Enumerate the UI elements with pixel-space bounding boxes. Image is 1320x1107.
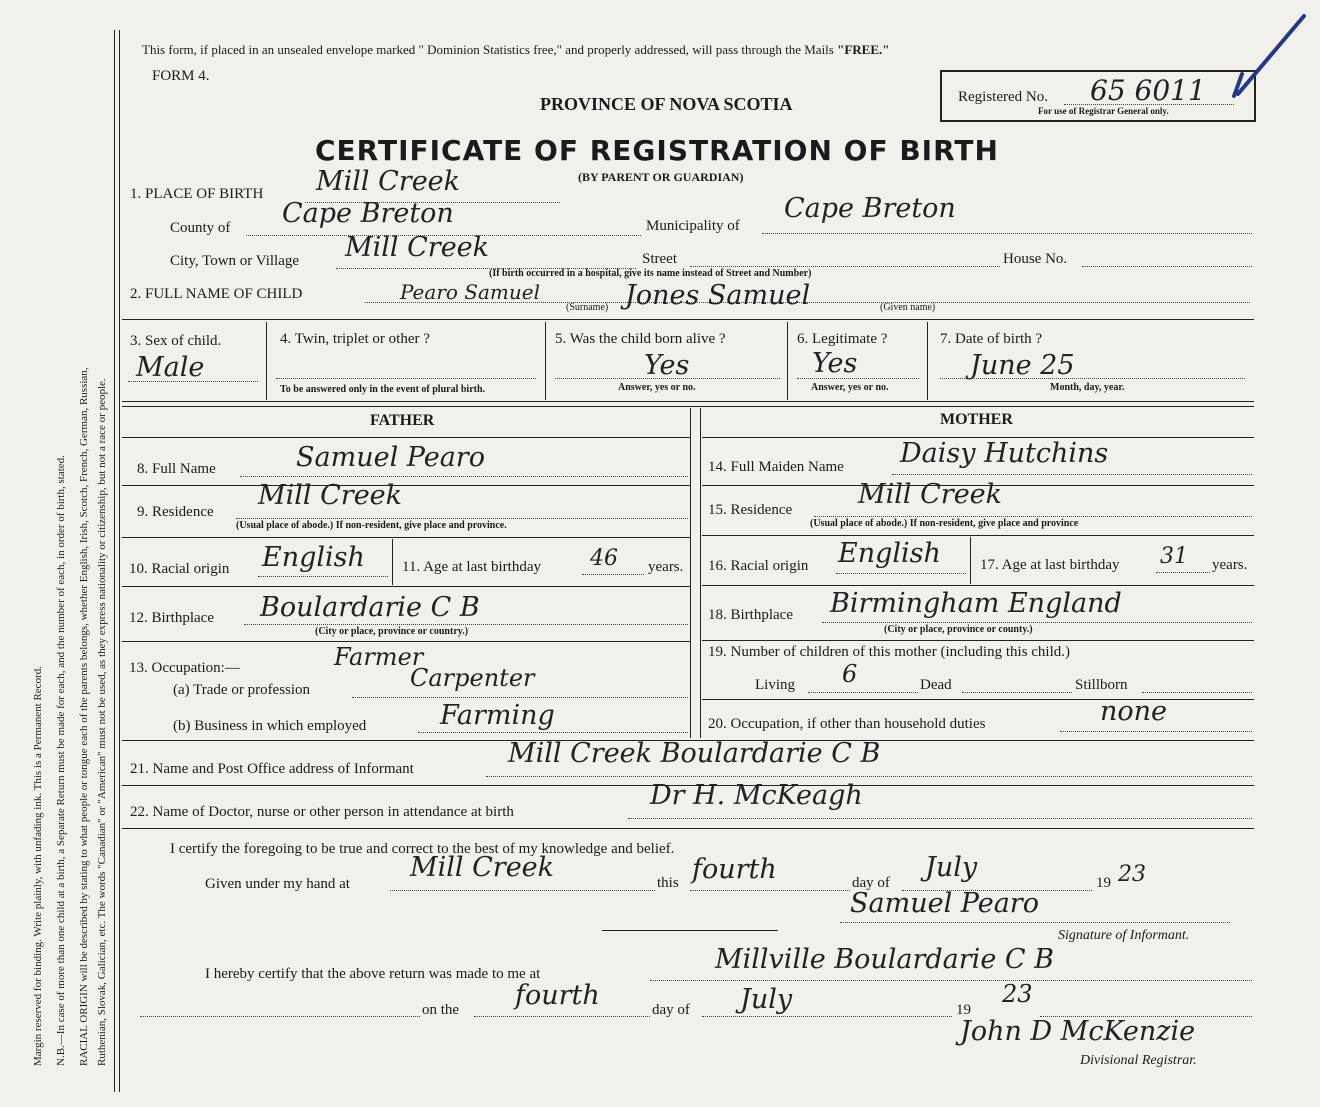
- mother-heading: MOTHER: [940, 411, 1013, 428]
- registered-no-value: 65 6011: [1090, 74, 1206, 107]
- given-place-line: [390, 890, 655, 891]
- surname-label: (Surname): [566, 302, 609, 313]
- binding-margin-line: [114, 30, 115, 1092]
- city-label: City, Town or Village: [170, 253, 300, 269]
- registrar-year-prefix: 19: [956, 1002, 971, 1018]
- municipality-label: Municipality of: [646, 218, 740, 234]
- father-race-value: English: [262, 542, 365, 573]
- place-of-birth-label: 1. PLACE OF BIRTH: [130, 186, 264, 202]
- father-age-value: 46: [590, 546, 618, 571]
- mother-age-label: 17. Age at last birthday: [980, 557, 1120, 573]
- rule-father-heading: [122, 437, 690, 438]
- rule-father-race: [122, 586, 690, 587]
- mother-residence-value: Mill Creek: [858, 479, 1003, 510]
- mother-birthplace-label: 18. Birthplace: [708, 607, 793, 623]
- sex-label: 3. Sex of child.: [130, 333, 222, 349]
- dob-line: [940, 378, 1245, 379]
- doctor-label: 22. Name of Doctor, nurse or other person in attendance at birth: [130, 804, 514, 820]
- rule-parents-divider-left: [690, 408, 691, 738]
- twin-note: To be answered only in the event of plural birth.: [280, 384, 486, 395]
- registrar-statement: I hereby certify that the above return was made to me at: [205, 966, 541, 982]
- registrar-place-line: [650, 980, 1252, 981]
- mother-residence-note: (Usual place of abode.) If non-resident, give place and province: [810, 518, 1079, 529]
- registrar-place-value: Millville Boulardarie C B: [715, 944, 1054, 975]
- certify-this-label: this: [657, 875, 679, 891]
- father-race-line: [258, 576, 388, 577]
- informant-signature-line: [840, 922, 1230, 923]
- father-race-label: 10. Racial origin: [129, 561, 230, 577]
- informant-line: [486, 776, 1252, 777]
- born-alive-note: Answer, yes or no.: [618, 382, 696, 393]
- certify-day-line: [690, 890, 850, 891]
- certificate-title: CERTIFICATE OF REGISTRATION OF BIRTH: [315, 134, 999, 167]
- rule-row3-top: [122, 319, 1254, 320]
- father-business-value: Farming: [440, 700, 555, 731]
- registrar-pre-line: [140, 1016, 420, 1017]
- father-trade-line: [352, 697, 688, 698]
- father-age-label: 11. Age at last birthday: [402, 559, 541, 575]
- registrar-signature-label: Divisional Registrar.: [1080, 1053, 1197, 1068]
- rule-mother-residence: [702, 535, 1254, 536]
- born-alive-line: [555, 378, 780, 379]
- mother-residence-line: [814, 516, 1252, 517]
- mail-notice: This form, if placed in an unsealed envelope marked " Dominion Statistics free," and properly addressed, will pass through the Mails "FREE.": [142, 42, 890, 57]
- dead-label: Dead: [920, 677, 952, 693]
- father-name-value: Samuel Pearo: [296, 442, 485, 473]
- doctor-line: [628, 818, 1252, 819]
- doctor-value: Dr H. McKeagh: [650, 780, 863, 811]
- given-under-hand-label: Given under my hand at: [205, 876, 350, 892]
- child-name-value-2: Jones Samuel: [625, 280, 811, 311]
- house-no-line: [1082, 266, 1252, 267]
- informant-signature: Samuel Pearo: [850, 888, 1039, 919]
- mother-occupation-line: [1060, 731, 1252, 732]
- rule-mother-birthplace: [702, 640, 1254, 641]
- mother-birthplace-line: [822, 622, 1252, 623]
- hospital-note: (If birth occurred in a hospital, give its name instead of Street and Number): [489, 268, 812, 279]
- mother-race-value: English: [838, 538, 941, 569]
- mother-race-label: 16. Racial origin: [708, 558, 809, 574]
- stillborn-line: [1142, 692, 1252, 693]
- binding-margin-line-inner: [119, 30, 120, 1092]
- legitimate-value: Yes: [812, 348, 858, 379]
- rule-row3-div4: [927, 322, 928, 400]
- rule-parents-divider-right: [700, 408, 701, 738]
- informant-signature-label: Signature of Informant.: [1058, 928, 1190, 943]
- father-trade-label: (a) Trade or profession: [173, 682, 311, 698]
- province-title: PROVINCE OF NOVA SCOTIA: [540, 94, 793, 114]
- living-label: Living: [755, 677, 795, 693]
- father-birthplace-line: [244, 624, 688, 625]
- registered-no-note: For use of Registrar General only.: [1038, 106, 1169, 116]
- certify-statement: I certify the foregoing to be true and correct to the best of my knowledge and belief.: [170, 841, 675, 857]
- rule-mother-children: [702, 699, 1254, 700]
- rule-father-birthplace: [122, 641, 690, 642]
- certify-day-of-label: day of: [852, 875, 890, 891]
- rule-father-residence: [122, 537, 690, 538]
- mother-years-label: years.: [1212, 557, 1248, 573]
- margin-note-multiple-births: N.B.—In case of more than one child at a birth, a Separate Return must be made for each, and the number of each, in order of birth, stated.: [55, 455, 67, 1066]
- street-label: Street: [642, 251, 677, 267]
- mother-birthplace-note: (City or place, province or county.): [884, 624, 1033, 635]
- father-trade-value-1: Farmer: [334, 643, 424, 671]
- children-count-label: 19. Number of children of this mother (including this child.): [708, 644, 1071, 660]
- check-mark-icon: [1228, 12, 1310, 102]
- father-business-label: (b) Business in which employed: [173, 718, 367, 734]
- dob-value: June 25: [970, 350, 1075, 381]
- given-name-label: (Given name): [880, 302, 936, 313]
- rule-father-name: [122, 485, 690, 486]
- father-name-label: 8. Full Name: [137, 461, 216, 477]
- registrar-month-line: [702, 1016, 952, 1017]
- sex-value: Male: [136, 352, 205, 383]
- informant-value: Mill Creek Boulardarie C B: [508, 738, 881, 769]
- father-years-label: years.: [648, 559, 684, 575]
- given-place-value: Mill Creek: [410, 852, 555, 883]
- mother-age-value: 31: [1160, 544, 1188, 569]
- father-occupation-label: 13. Occupation:—: [129, 660, 240, 676]
- mother-birthplace-value: Birmingham England: [830, 588, 1122, 619]
- living-line: [808, 692, 918, 693]
- informant-label: 21. Name and Post Office address of Informant: [130, 761, 414, 777]
- street-line: [690, 266, 1000, 267]
- father-business-line: [418, 732, 688, 733]
- born-alive-label: 5. Was the child born alive ?: [555, 331, 726, 347]
- certify-day-value: fourth: [692, 854, 777, 885]
- dead-line: [962, 692, 1072, 693]
- father-residence-note: (Usual place of abode.) If non-resident, give place and province.: [236, 520, 507, 531]
- margin-note-racial-origin: RACIAL ORIGIN will be described by stating to what people or tongue each of the parents belongs, whether English, Irish, Scotch, French, German, Russian,: [78, 367, 90, 1066]
- mother-name-line: [892, 474, 1252, 475]
- registrar-on-the-label: on the: [422, 1002, 460, 1018]
- rule-row3-div1: [266, 322, 267, 400]
- born-alive-value: Yes: [644, 350, 690, 381]
- form-number: FORM 4.: [152, 68, 210, 84]
- rule-row3-div2: [545, 322, 546, 400]
- rule-parents-top: [122, 406, 1254, 407]
- legitimate-note: Answer, yes or no.: [811, 382, 889, 393]
- place-of-birth-value: Mill Creek: [316, 166, 461, 197]
- legitimate-label: 6. Legitimate ?: [797, 331, 888, 347]
- rule-mother-race-div: [970, 537, 971, 584]
- registered-no-label: Registered No.: [958, 89, 1048, 105]
- county-label: County of: [170, 220, 231, 236]
- sex-line: [128, 381, 258, 382]
- father-trade-value-2: Carpenter: [410, 664, 535, 692]
- rule-father-race-div: [392, 539, 393, 585]
- dob-label: 7. Date of birth ?: [940, 331, 1043, 347]
- registrar-year-value: 23: [1002, 980, 1033, 1008]
- father-residence-line: [236, 518, 688, 519]
- dob-note: Month, day, year.: [1050, 382, 1125, 393]
- father-birthplace-value: Boulardarie C B: [260, 592, 480, 623]
- mother-race-line: [836, 573, 966, 574]
- rule-mother-race: [702, 585, 1254, 586]
- father-age-line: [582, 574, 644, 575]
- city-value: Mill Creek: [345, 232, 490, 263]
- living-value: 6: [842, 660, 858, 688]
- registrar-month-value: July: [740, 984, 793, 1015]
- certificate-subtitle: (BY PARENT OR GUARDIAN): [578, 170, 744, 184]
- rule-row3-div3: [787, 322, 788, 400]
- certify-month-value: July: [925, 852, 978, 883]
- father-residence-value: Mill Creek: [258, 480, 403, 511]
- father-heading: FATHER: [370, 412, 435, 429]
- certify-year-prefix: 19: [1096, 875, 1111, 891]
- margin-note-racial-origin-cont: Ruthenian, Slovak, Galician, etc. The words "Canadian" or "American" must not be used, as they express nationality or citizenship, but not a race or people.: [96, 378, 108, 1066]
- twin-line: [276, 378, 536, 379]
- father-name-line: [240, 476, 688, 477]
- mother-occupation-value: none: [1100, 696, 1168, 727]
- father-residence-label: 9. Residence: [137, 504, 214, 520]
- rule-row3-bottom: [122, 401, 1254, 402]
- child-name-label: 2. FULL NAME OF CHILD: [130, 286, 303, 302]
- mother-name-label: 14. Full Maiden Name: [708, 459, 844, 475]
- mother-age-line: [1156, 572, 1210, 573]
- twin-label: 4. Twin, triplet or other ?: [280, 331, 430, 347]
- municipality-line: [762, 233, 1252, 234]
- registrar-day-of-label: day of: [652, 1002, 690, 1018]
- father-birthplace-note: (City or place, province or country.): [315, 626, 469, 637]
- municipality-value: Cape Breton: [784, 193, 956, 224]
- legitimate-line: [797, 378, 919, 379]
- mother-occupation-label: 20. Occupation, if other than household duties: [708, 716, 986, 732]
- separator-rule: [602, 930, 778, 931]
- child-name-value-1: Pearo Samuel: [400, 280, 540, 304]
- house-no-label: House No.: [1003, 251, 1068, 267]
- margin-note-binding: Margin reserved for binding. Write plainly, with unfading ink. This is a Permanent Record.: [32, 666, 44, 1066]
- mother-residence-label: 15. Residence: [708, 502, 793, 518]
- county-value: Cape Breton: [282, 198, 454, 229]
- rule-doctor-bottom: [122, 828, 1254, 829]
- registrar-signature: John D McKenzie: [960, 1016, 1196, 1047]
- registrar-day-value: fourth: [515, 980, 600, 1011]
- father-birthplace-label: 12. Birthplace: [129, 610, 214, 626]
- mother-name-value: Daisy Hutchins: [900, 438, 1109, 469]
- registrar-day-line: [474, 1016, 650, 1017]
- certify-year-value: 23: [1118, 862, 1146, 887]
- stillborn-label: Stillborn: [1075, 677, 1128, 693]
